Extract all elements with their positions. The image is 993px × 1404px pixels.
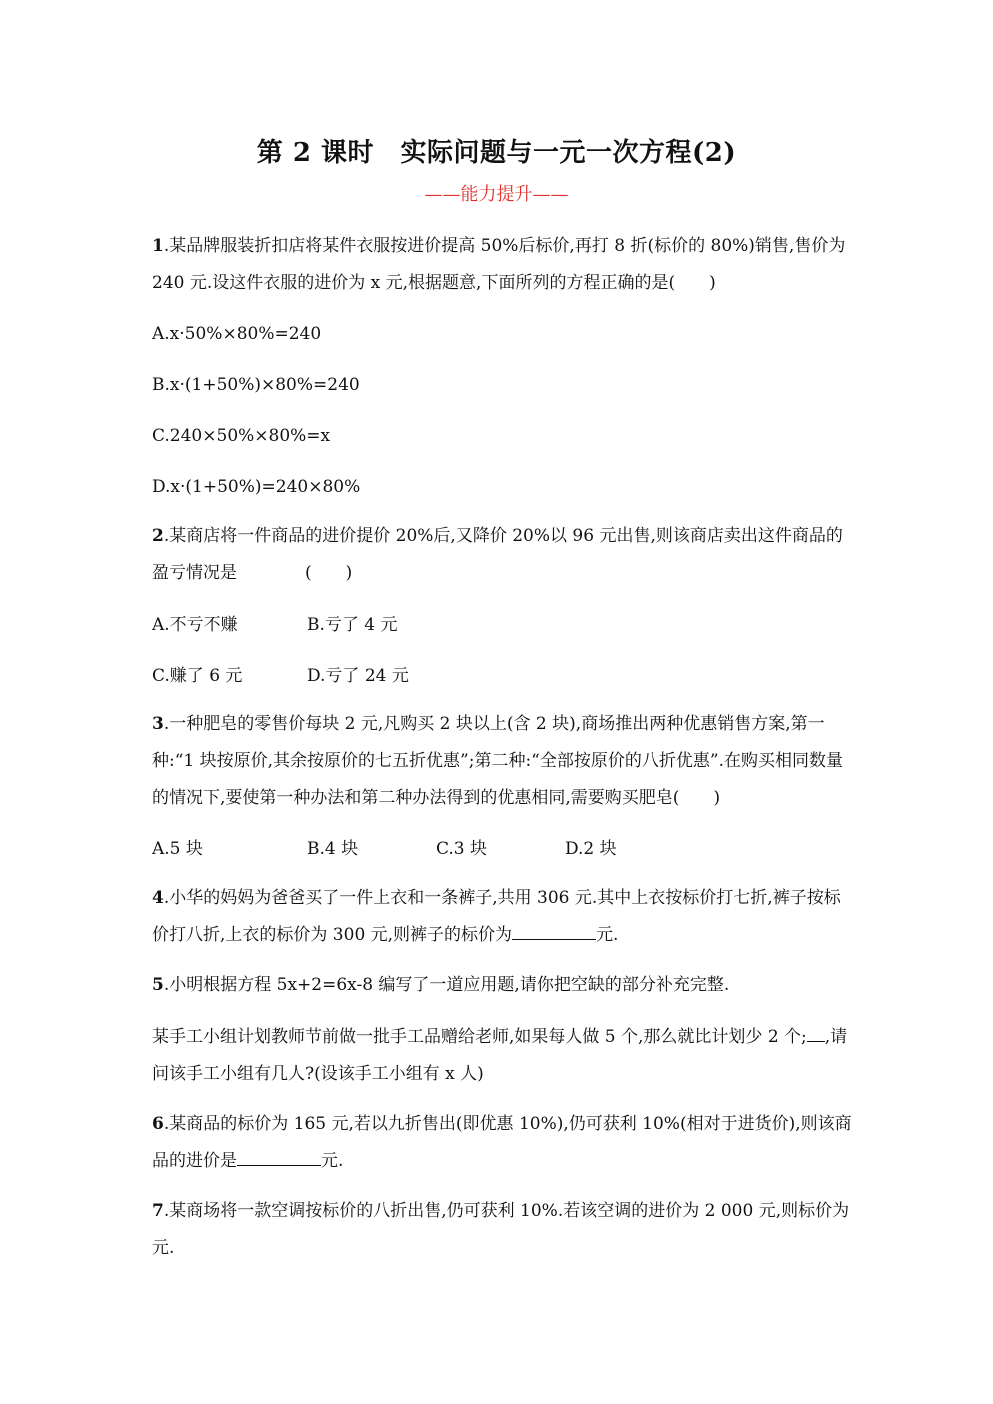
answer-blank[interactable] — [512, 921, 596, 940]
option-c: C.240×50%×80%=x — [152, 426, 331, 446]
option-c: C.3 块 — [436, 839, 488, 859]
question-text: .某商场将一款空调按标价的八折出售,仍可获利 10%.若该空调的进价为 2 000 元,则标价为 元. — [152, 1201, 867, 1258]
section-heading: ——能力提升—— — [424, 184, 569, 205]
question-text: .一种肥皂的零售价每块 2 元,凡购买 2 块以上(含 2 块),商场推出两种优惠销售方案,第一种:“1 块按原价,其余按原价的七五折优惠”;第二种:“全部按原价的八折优惠”.在购买相同数量的情况下,要使第一种办法和第二种办法得到的优惠相同,需要购买肥皂( ) — [152, 714, 843, 808]
option-c: C.赚了 6 元 — [152, 666, 243, 686]
question-number: 4 — [152, 888, 164, 908]
question-number: 2 — [152, 526, 164, 546]
question-number: 6 — [152, 1114, 164, 1134]
question-text: .某商店将一件商品的进价提价 20%后,又降价 20%以 96 元出售,则该商店卖出这件商品的盈亏情况是 ( ) — [152, 526, 843, 583]
question-number: 1 — [152, 236, 164, 256]
question-2 — [152, 518, 852, 592]
question-7 — [152, 1193, 867, 1267]
question-number: 3 — [152, 714, 164, 734]
question-number: 5 — [152, 975, 164, 995]
option-a: A.不亏不赚 — [152, 615, 238, 635]
question-text: .小华的妈妈为爸爸买了一件上衣和一条裤子,共用 306 元.其中上衣按标价打七折,裤子按标价打八折,上衣的标价为 300 元,则裤子的标价为 — [152, 888, 841, 945]
question-1 — [152, 228, 852, 302]
question-text-end: 元. — [596, 925, 619, 945]
option-b: B.亏了 4 元 — [307, 615, 398, 635]
question-body-text: 某手工小组计划教师节前做一批手工品赠给老师,如果每人做 5 个,那么就比计划少 2 个; — [152, 1027, 807, 1047]
option-d: D.x·(1+50%)=240×80% — [152, 477, 361, 497]
option-d: D.2 块 — [565, 839, 617, 859]
question-4 — [152, 880, 852, 954]
question-6 — [152, 1106, 852, 1180]
question-body-text-end: ,请问该手工小组有几人?(设该手工小组有 x 人) — [152, 1027, 848, 1084]
question-number: 7 — [152, 1201, 164, 1221]
question-text: .小明根据方程 5x+2=6x-8 编写了一道应用题,请你把空缺的部分补充完整. — [163, 975, 730, 995]
question-text: .某品牌服装折扣店将某件衣服按进价提高 50%后标价,再打 8 折(标价的 80%)销售,售价为 240 元.设这件衣服的进价为 x 元,根据题意,下面所列的方程正确的是( ) — [152, 236, 846, 293]
question-text-end: 元. — [321, 1151, 344, 1171]
question-text: .某商品的标价为 165 元,若以九折售出(即优惠 10%),仍可获利 10%(相对于进货价),则该商品的进价是 — [152, 1114, 852, 1171]
option-a: A.5 块 — [152, 839, 203, 859]
option-a: A.x·50%×80%=240 — [152, 324, 322, 344]
question-3 — [152, 706, 852, 817]
question-5 — [152, 967, 852, 1004]
page-title: 第 2 课时 实际问题与一元一次方程(2) — [256, 138, 737, 168]
answer-blank[interactable] — [807, 1023, 825, 1042]
answer-blank[interactable] — [237, 1147, 321, 1166]
option-b: B.x·(1+50%)×80%=240 — [152, 375, 360, 395]
question-5-body — [152, 1019, 852, 1093]
option-b: B.4 块 — [307, 839, 359, 859]
option-d: D.亏了 24 元 — [307, 666, 409, 686]
